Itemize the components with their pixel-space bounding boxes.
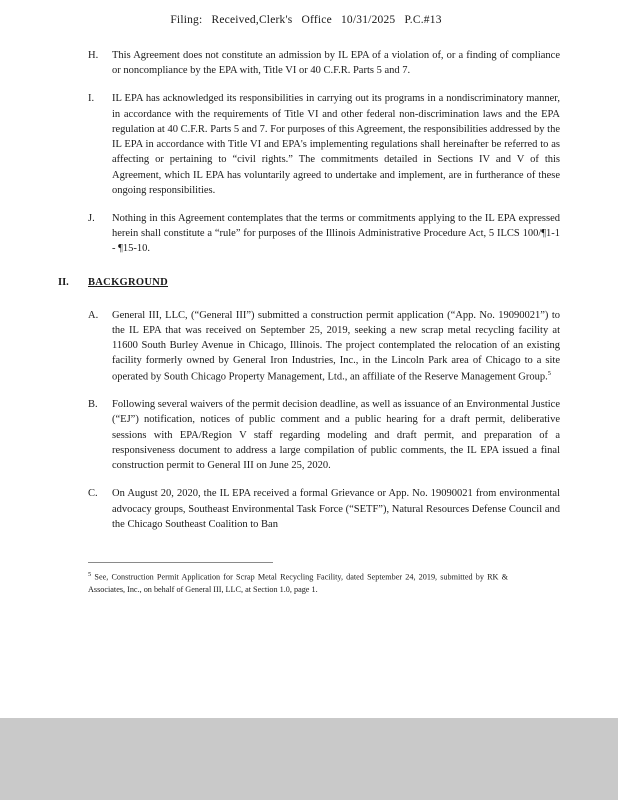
clause-text: IL EPA has acknowledged its responsibilities in carrying out its programs in a nondiscriminatory manner, in accordance with the requirements of Title VI and other federal non-discrimination laws and the EPA regulation at 40 C.F.R. Parts 5 and 7. For purposes of this Agreement, the responsibilities addressed by the IL EPA in accordance with Title VI and EPA's implementing regulations shall hereinafter be referred to as affecting or pertaining to “civil rights.” The commitments detailed in Sections IV and V of this Agreement, which IL EPA has voluntarily agreed to undertake and implement, are in furtherance of these ongoing responsibilities.	[112, 93, 560, 196]
section-title: BACKGROUND	[88, 276, 169, 288]
footnote-marker: 5	[88, 570, 92, 578]
background-item-a	[88, 308, 560, 385]
clause-marker: B.	[88, 399, 98, 411]
clause-text: This Agreement does not constitute an admission by IL EPA of a violation of, or a finding of compliance or noncompliance by the EPA with, Title VI or 40 C.F.R. Parts 5 and 7.	[112, 50, 560, 77]
footnote-text: See, Construction Permit Application for Scrap Metal Recycling Facility, dated September 24, 2019, submitted by RK & Associates, Inc., on behalf of General III, LLC, at Section 1.0, page 1.	[88, 572, 508, 594]
filing-date: 10/31/2025	[340, 14, 396, 26]
filing-label: Filing:	[170, 14, 203, 26]
clause-marker: H.	[88, 50, 99, 61]
clause-j	[88, 211, 560, 257]
page-bottom-margin	[0, 718, 618, 800]
clause-marker: J.	[88, 212, 95, 224]
clause-marker: C.	[88, 488, 98, 500]
filing-case-number: P.C.#13	[404, 14, 442, 26]
footnote-reference: 5	[547, 369, 551, 377]
clause-marker: I.	[88, 93, 95, 105]
filing-status: Received,Clerk's	[211, 14, 293, 26]
clause-h	[88, 48, 560, 78]
clause-body-text: General III, LLC, (“General III”) submitted a construction permit application (“App. No. 19090021”) to the IL EPA that was received on September 25, 2019, seeking a new scrap metal recycling facility at 11600 South Burley Avenue in Chicago, Illinois. The project contemplated the relocation of an existing facility formerly owned by General Iron Industries, Inc., in the Lincoln Park area of Chicago to a site operated by South Chicago Property Management, Ltd., an affiliate of the Reserve Management Group.	[112, 309, 560, 382]
clause-text	[112, 308, 560, 385]
background-item-c	[88, 486, 560, 532]
clause-text: Nothing in this Agreement contemplates that the terms or commitments applying to the IL EPA expressed herein shall constitute a “rule” for purposes of the Illinois Administrative Procedure Act, 5 ILCS 100/¶1-1 - ¶15-10.	[112, 212, 560, 255]
clause-text: Following several waivers of the permit decision deadline, as well as issuance of an Environmental Justice (“EJ”) notification, notices of public comment and a public hearing for a draft permit, deliberative sessions with EPA/Region V staff regarding modeling and draft permit, and preparation of a responsiveness document to address a large compilation of public comments, the IL EPA issued a final construction permit to General III on June 25, 2020.	[112, 399, 560, 472]
clause-i	[88, 91, 560, 198]
filing-office: Office	[301, 14, 332, 26]
filing-stamp	[58, 14, 560, 26]
footnote	[88, 570, 508, 596]
footnote-divider	[88, 562, 273, 563]
clause-text: On August 20, 2020, the IL EPA received a formal Grievance or App. No. 19090021 from environmental advocacy groups, Southeast Environmental Task Force (“SETF”), Natural Resources Defense Council and the Chicago Southeast Coalition to Ban	[112, 488, 560, 530]
background-item-b	[88, 397, 560, 473]
section-number: II.	[58, 276, 69, 288]
clause-marker: A.	[88, 309, 99, 321]
section-heading	[58, 277, 560, 288]
